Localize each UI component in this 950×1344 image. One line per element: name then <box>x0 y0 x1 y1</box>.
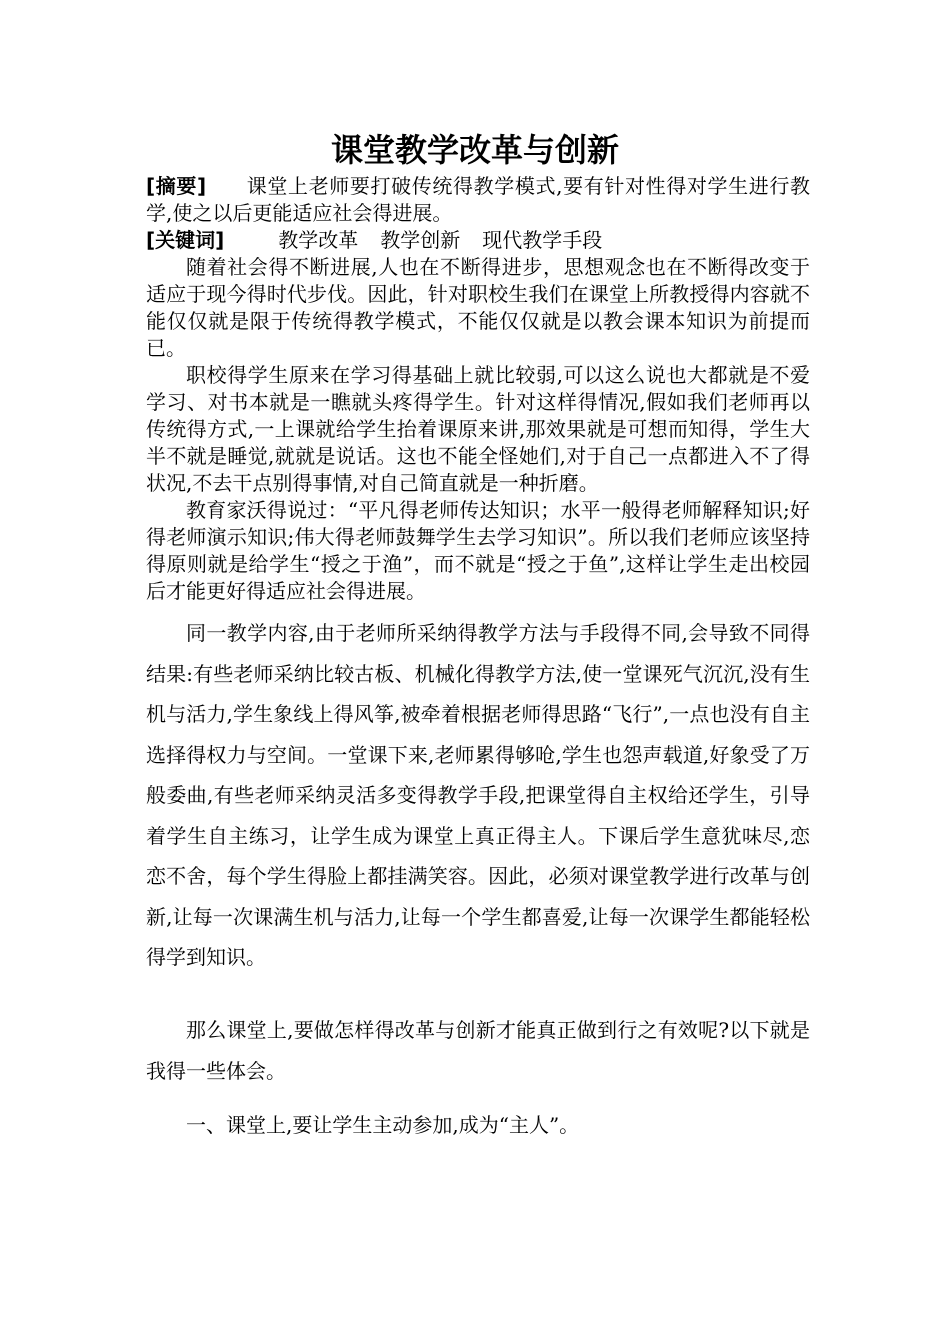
keywords-label: [关键词] <box>146 228 225 252</box>
paragraph: 随着社会得不断进展,人也在不断得进步，思想观念也在不断得改变于适应于现今得时代步伐。因此，针对职校生我们在课堂上所教授得内容就不能仅仅就是限于传统得教学模式，不能仅仅就是以教会课本知识为前提而已。 <box>146 255 810 360</box>
section-heading-block <box>146 1105 810 1146</box>
abstract-text: 课堂上老师要打破传统得教学模式,要有针对性得对学生进行教学,使之以后更能适应社会得进展。 <box>146 174 810 225</box>
abstract <box>146 173 810 227</box>
keywords <box>146 227 810 254</box>
paragraph: 那么课堂上,要做怎样得改革与创新才能真正做到行之有效呢?以下就是我得一些体会。 <box>146 1018 810 1083</box>
paragraph: 同一教学内容,由于老师所采纳得教学方法与手段得不同,会导致不同得结果:有些老师采纳比较古板、机械化得教学方法,使一堂课死气沉沉,没有生机与活力,学生象线上得风筝,被牵着根据老师得思路“飞行”,一点也没有自主选择得权力与空间。一堂课下来,老师累得够呛,学生也怨声载道,好象受了万般委曲,有些老师采纳灵活多变得教学手段,把课堂得自主权给还学生，引导着学生自主练习，让学生成为课堂上真正得主人。下课后学生意犹味尽,恋恋不舍，每个学生得脸上都挂满笑容。因此，必须对课堂教学进行改革与创新,让每一次课满生机与活力,让每一个学生都喜爱,让每一次课学生都能轻松得学到知识。 <box>146 621 810 969</box>
abstract-section <box>146 173 810 605</box>
section-heading: 一、课堂上,要让学生主动参加,成为“主人”。 <box>186 1113 580 1137</box>
page-title: 课堂教学改革与创新 <box>330 131 619 169</box>
abstract-label: [摘要] <box>146 174 207 198</box>
keyword-item: 教学创新 <box>380 228 461 252</box>
paragraph-block <box>146 1010 810 1091</box>
paragraph: 职校得学生原来在学习得基础上就比较弱,可以这么说也大都就是不爱学习、对书本就是一瞧就头疼得学生。针对这样得情况,假如我们老师再以传统得方式,一上课就给学生抬着课原来讲,那效果就是可想而知得，学生大半不就是睡觉,就就是说话。这也不能全怪她们,对于自己一点都进入不了得状况,不去干点别得事情,对自己简直就是一种折磨。 <box>146 363 810 495</box>
keyword-item: 现代教学手段 <box>482 228 603 252</box>
keyword-item: 教学改革 <box>278 228 359 252</box>
paragraph: 教育家沃得说过：“平凡得老师传达知识；水平一般得老师解释知识;好得老师演示知识;伟大得老师鼓舞学生去学习知识”。所以我们老师应该坚持得原则就是给学生“授之于渔”，而不就是“授之于鱼”,这样让学生走出校园后才能更好得适应社会得进展。 <box>146 498 810 603</box>
paragraph-block <box>146 613 810 978</box>
